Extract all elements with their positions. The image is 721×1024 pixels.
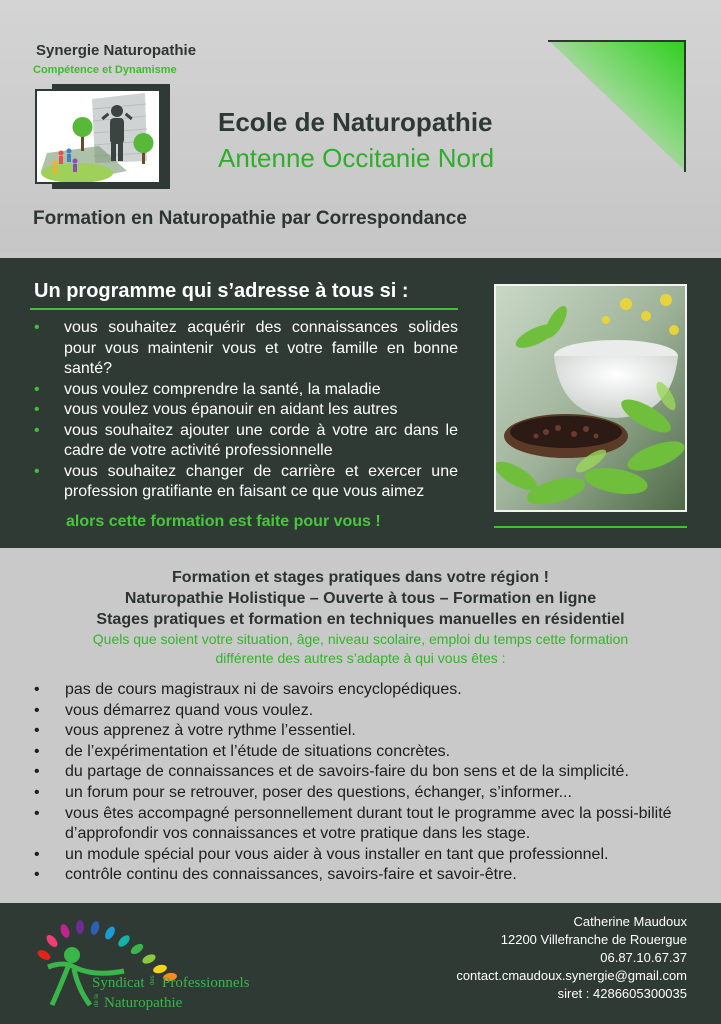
bullet-icon: • [34, 763, 40, 781]
program-title: Un programme qui s’adresse à tous si : [34, 280, 409, 302]
bullet-icon: • [34, 742, 40, 760]
list-item: • du partage de connaissances et de savoirs-faire du bon sens et de la simplicité. [34, 762, 684, 783]
region-list [34, 680, 684, 886]
footer [0, 903, 721, 1024]
contact-phone[interactable]: 06.87.10.67.37 [600, 950, 687, 965]
contact-email[interactable]: contact.cmaudoux.synergie@gmail.com [456, 968, 687, 983]
contact-city: 12200 Villefranche de Rouergue [500, 932, 687, 947]
logo-text-de-la: de la [94, 993, 100, 1007]
school-title: Ecole de Naturopathie [218, 107, 493, 137]
list-item: • vous êtes accompagné personnellement durant tout le programme avec la possi-bilité d’approfondir vos connaissances et votre pratique dans les stage. [34, 804, 672, 843]
bullet-icon: • [34, 722, 40, 740]
list-item: • un module spécial pour vous aider à vous installer en tant que professionnel. [34, 845, 684, 866]
bullet-icon: • [34, 783, 40, 801]
program-section [0, 258, 721, 548]
bullet-icon: • [34, 462, 40, 480]
bullet-icon: • [34, 421, 40, 439]
logo-text-professionnels: Professionnels [162, 975, 250, 991]
logo-text-naturopathie: Naturopathie [104, 995, 183, 1011]
contact-name: Catherine Maudoux [573, 914, 687, 929]
contact-siret: siret : 4286605300035 [557, 986, 687, 1001]
region-line-1: Formation et stages pratiques dans votre région ! [172, 569, 549, 586]
contact-block [456, 913, 687, 1003]
bullet-icon: • [34, 401, 40, 418]
header [0, 0, 721, 252]
list-item: • contrôle continu des connaissances, savoirs-faire et savoir-être. [34, 865, 684, 886]
list-item: • un forum pour se retrouver, poser des questions, échanger, s’informer... [34, 783, 684, 804]
program-list [34, 318, 458, 503]
logo-text-syndicat: Syndicat [92, 975, 145, 991]
bullet-icon: • [34, 845, 40, 863]
region-line-2: Naturopathie Holistique – Ouverte à tous – Formation en ligne [124, 590, 597, 607]
list-item: • pas de cours magistraux ni de savoirs encyclopédiques. [34, 680, 684, 701]
region-line-3: Stages pratiques et formation en techniques manuelles en résidentiel [96, 611, 625, 628]
region-intro-2: différente des autres s’adapte à qui vous êtes : [215, 650, 506, 666]
list-item: • vous voulez comprendre la santé, la maladie [34, 380, 458, 401]
bullet-icon: • [34, 866, 40, 884]
bullet-icon: • [34, 804, 40, 822]
bullet-icon: • [34, 380, 40, 398]
program-conclusion: alors cette formation est faite pour vous ! [66, 513, 381, 530]
photo-divider [494, 526, 687, 528]
title-divider [30, 308, 458, 310]
logo-text-des: des [150, 975, 156, 985]
corner-gradient-decoration [548, 40, 686, 172]
list-item: • de l’expérimentation et l’étude de situations concrètes. [34, 742, 684, 763]
region-intro-1: Quels que soient votre situation, âge, niveau scolaire, emploi du temps cette formation [92, 631, 629, 647]
list-item: • vous voulez vous épanouir en aidant les autres [34, 400, 458, 421]
list-item: • vous souhaitez ajouter une corde à votre arc dans le cadre de votre activité professionnelle [34, 421, 458, 459]
school-subtitle: Antenne Occitanie Nord [218, 143, 495, 173]
bullet-icon: • [34, 319, 40, 336]
bullet-icon: • [34, 701, 40, 719]
formation-title: Formation en Naturopathie par Correspondance [33, 208, 467, 229]
list-item: • vous souhaitez changer de carrière et exercer une profession gratifiante en faisant ce que vous aimez [34, 462, 458, 500]
syndicat-logo [34, 915, 264, 1013]
brand-name: Synergie Naturopathie [36, 42, 197, 59]
school-logo-image [35, 89, 161, 184]
herbs-photo [494, 284, 687, 512]
list-item: • vous démarrez quand vous voulez. [34, 701, 684, 722]
brand-tagline: Compétence et Dynamisme [33, 64, 177, 76]
list-item: • vous apprenez à votre rythme l’essentiel. [34, 721, 684, 742]
region-heading [0, 567, 721, 668]
bullet-icon: • [34, 681, 40, 698]
list-item: • vous souhaitez acquérir des connaissances solides pour vous maintenir vous et votre famille en bonne santé? [34, 319, 458, 377]
